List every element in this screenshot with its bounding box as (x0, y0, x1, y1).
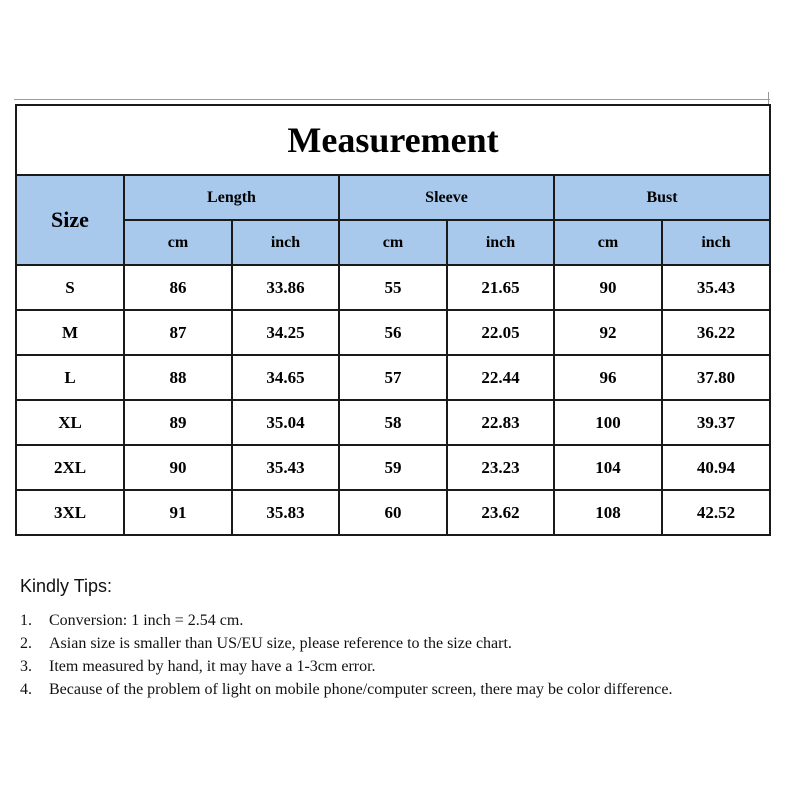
sleeve-inch-cell: 23.23 (447, 445, 554, 490)
sleeve-cm-cell: 56 (339, 310, 447, 355)
length-cm-cell: 89 (124, 400, 232, 445)
tip-item (20, 655, 780, 678)
tips-title: Kindly Tips: (20, 576, 113, 596)
tip-text: Conversion: 1 inch = 2.54 cm. (49, 612, 244, 629)
sleeve-cm-cell: 57 (339, 355, 447, 400)
sleeve-group-header: Sleeve (339, 175, 554, 220)
table-title: Measurement (16, 105, 770, 175)
length-cm-cell: 86 (124, 265, 232, 310)
bust-inch-cell: 42.52 (662, 490, 770, 535)
bust-cm-cell: 90 (554, 265, 662, 310)
bust-inch-cell: 35.43 (662, 265, 770, 310)
tip-item (20, 678, 780, 701)
length-cm-cell: 87 (124, 310, 232, 355)
tip-text: Asian size is smaller than US/EU size, please reference to the size chart. (49, 635, 512, 652)
length-inch-cell: 35.83 (232, 490, 339, 535)
length-inch-cell: 34.65 (232, 355, 339, 400)
size-cell: S (16, 265, 124, 310)
bust-cm-cell: 108 (554, 490, 662, 535)
table-row (16, 355, 770, 400)
group-header-row (16, 175, 770, 220)
sleeve-inch-cell: 22.05 (447, 310, 554, 355)
sleeve-inch-cell: 22.83 (447, 400, 554, 445)
length-inch-cell: 34.25 (232, 310, 339, 355)
size-cell: XL (16, 400, 124, 445)
sleeve-inch-header: inch (447, 220, 554, 265)
bust-cm-header: cm (554, 220, 662, 265)
length-cm-cell: 88 (124, 355, 232, 400)
table-row (16, 310, 770, 355)
bust-cm-cell: 100 (554, 400, 662, 445)
sleeve-inch-cell: 22.44 (447, 355, 554, 400)
length-inch-cell: 35.04 (232, 400, 339, 445)
tip-number: 1. (20, 612, 32, 629)
bust-inch-header: inch (662, 220, 770, 265)
size-column-header: Size (16, 175, 124, 265)
bust-cm-cell: 92 (554, 310, 662, 355)
sleeve-cm-cell: 55 (339, 265, 447, 310)
right-divider-tick (768, 92, 769, 104)
table-row (16, 265, 770, 310)
bust-inch-cell: 37.80 (662, 355, 770, 400)
sleeve-cm-cell: 58 (339, 400, 447, 445)
size-cell: 3XL (16, 490, 124, 535)
tip-item (20, 632, 780, 655)
table-row (16, 445, 770, 490)
size-chart-table (15, 104, 771, 536)
bust-inch-cell: 40.94 (662, 445, 770, 490)
title-row (16, 105, 770, 175)
tip-text: Because of the problem of light on mobile phone/computer screen, there may be color difference. (49, 681, 673, 698)
bust-cm-cell: 104 (554, 445, 662, 490)
table-row (16, 490, 770, 535)
unit-header-row (16, 220, 770, 265)
sleeve-cm-cell: 60 (339, 490, 447, 535)
length-inch-cell: 35.43 (232, 445, 339, 490)
bust-group-header: Bust (554, 175, 770, 220)
tip-number: 2. (20, 635, 32, 652)
sleeve-inch-cell: 21.65 (447, 265, 554, 310)
size-cell: L (16, 355, 124, 400)
length-cm-cell: 91 (124, 490, 232, 535)
sleeve-cm-cell: 59 (339, 445, 447, 490)
length-group-header: Length (124, 175, 339, 220)
table-row (16, 400, 770, 445)
length-cm-cell: 90 (124, 445, 232, 490)
bust-inch-cell: 39.37 (662, 400, 770, 445)
length-cm-header: cm (124, 220, 232, 265)
sleeve-cm-header: cm (339, 220, 447, 265)
length-inch-header: inch (232, 220, 339, 265)
kindly-tips-section (20, 576, 780, 701)
size-cell: 2XL (16, 445, 124, 490)
length-inch-cell: 33.86 (232, 265, 339, 310)
bust-cm-cell: 96 (554, 355, 662, 400)
tip-text: Item measured by hand, it may have a 1-3cm error. (49, 658, 376, 675)
size-cell: M (16, 310, 124, 355)
top-divider-line (14, 99, 770, 100)
tip-number: 4. (20, 681, 32, 698)
sleeve-inch-cell: 23.62 (447, 490, 554, 535)
tip-item (20, 609, 780, 632)
tip-number: 3. (20, 658, 32, 675)
bust-inch-cell: 36.22 (662, 310, 770, 355)
